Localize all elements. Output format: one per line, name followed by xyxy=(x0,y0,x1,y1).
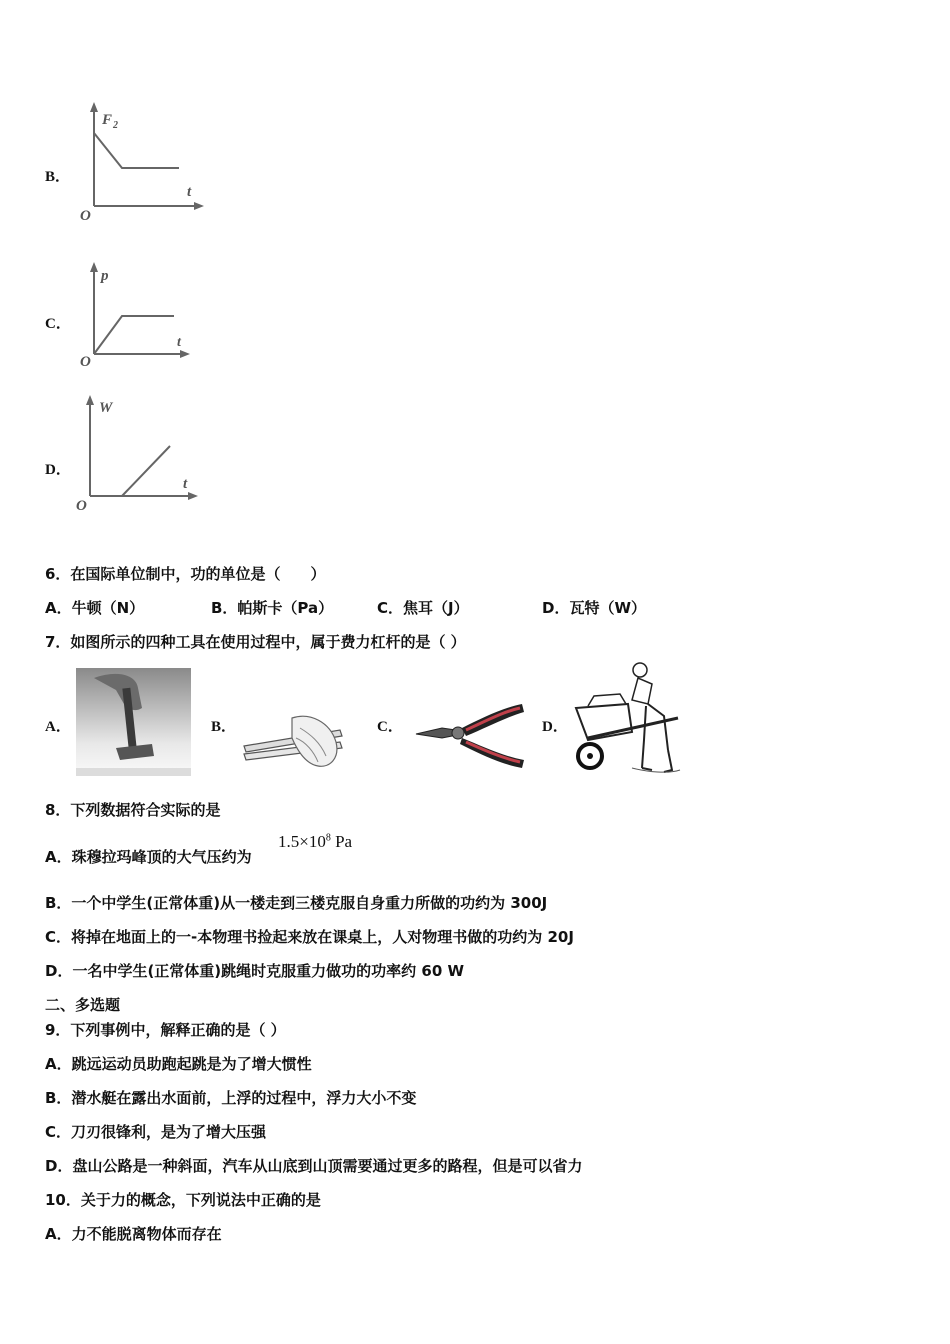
graph-b xyxy=(74,100,214,225)
origin-label: O xyxy=(80,208,91,224)
q6-option-a: A．牛顿（N） xyxy=(45,599,145,617)
q7-option-d-label: D． xyxy=(542,719,568,735)
option-c-label: C． xyxy=(45,316,71,332)
y-label: F xyxy=(102,112,113,128)
q6-option-b: B．帕斯卡（Pa） xyxy=(211,599,334,617)
q9-option-d: D．盘山公路是一种斜面，汽车从山底到山顶需要通过更多的路程，但是可以省力 xyxy=(45,1157,583,1175)
q8-stem: 8．下列数据符合实际的是 xyxy=(45,801,221,819)
q8-formula xyxy=(278,832,352,852)
q6-option-d: D．瓦特（W） xyxy=(542,599,646,617)
q7-option-c-label: C． xyxy=(377,719,403,735)
wheelbarrow-image xyxy=(568,660,686,782)
tweezers-image xyxy=(240,708,350,777)
y-axis-arrow xyxy=(90,262,98,272)
q9-option-b: B．潜水艇在露出水面前，上浮的过程中，浮力大小不变 xyxy=(45,1089,417,1107)
pliers-image xyxy=(412,700,530,774)
q8-option-a: A．珠穆拉玛峰顶的大气压约为 xyxy=(45,848,252,866)
q7-option-a-label: A． xyxy=(45,719,71,735)
q6-stem: 6．在国际单位制中，功的单位是（ ） xyxy=(45,565,326,583)
q7-option-b-label: B． xyxy=(211,719,237,735)
formula-base: 1.5×10 xyxy=(278,832,326,851)
curve-w xyxy=(122,446,170,496)
y-axis-arrow xyxy=(86,395,94,405)
origin-label: O xyxy=(80,354,91,370)
section-heading: 二、多选题 xyxy=(45,996,121,1014)
option-d-label: D． xyxy=(45,462,71,478)
x-label: t xyxy=(183,476,188,492)
q9-option-c: C．刀刃很锋利，是为了增大压强 xyxy=(45,1123,267,1141)
y-label: W xyxy=(99,400,113,416)
origin-label: O xyxy=(76,498,87,514)
formula-unit: Pa xyxy=(330,832,353,851)
q9-stem: 9．下列事例中，解释正确的是（ ） xyxy=(45,1021,286,1039)
y-label-sub: 2 xyxy=(113,120,118,131)
graph-c xyxy=(74,258,214,373)
curve-f2 xyxy=(94,133,179,168)
y-axis-arrow xyxy=(90,102,98,112)
x-axis-arrow xyxy=(180,350,190,358)
q10-stem: 10．关于力的概念，下列说法中正确的是 xyxy=(45,1191,321,1209)
q6-option-c: C．焦耳（J） xyxy=(377,599,469,617)
q8-option-c: C．将掉在地面上的一-本物理书捡起来放在课桌上，人对物理书做的功约为 20J xyxy=(45,928,574,946)
q9-option-a: A．跳远运动员助跑起跳是为了增大惯性 xyxy=(45,1055,312,1073)
x-axis-arrow xyxy=(194,202,204,210)
x-label: t xyxy=(187,184,192,200)
curve-p xyxy=(94,316,174,354)
x-axis-arrow xyxy=(188,492,198,500)
option-b-label: B． xyxy=(45,169,71,185)
q10-option-a: A．力不能脱离物体而存在 xyxy=(45,1225,222,1243)
q7-stem: 7．如图所示的四种工具在使用过程中，属于费力杠杆的是（ ） xyxy=(45,633,466,651)
y-label: p xyxy=(101,268,109,284)
x-label: t xyxy=(177,335,181,350)
q8-option-b: B．一个中学生(正常体重)从一楼走到三楼克服自身重力所做的功约为 300J xyxy=(45,894,548,912)
q8-option-d: D．一名中学生(正常体重)跳绳时克服重力做功的功率约 60 W xyxy=(45,962,465,980)
graph-d xyxy=(70,390,210,515)
formula-exp: 8 xyxy=(325,832,331,844)
hammer-image xyxy=(76,668,191,780)
